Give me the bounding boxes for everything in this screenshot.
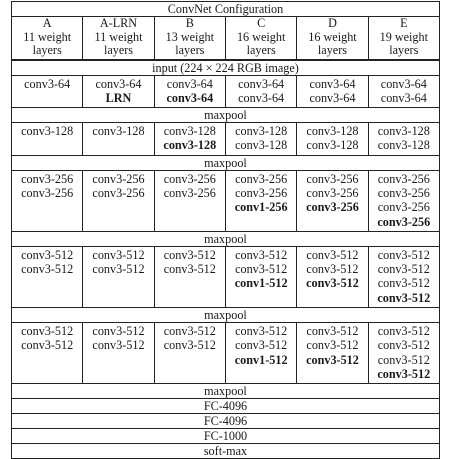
layer-label: conv3-256: [377, 200, 430, 215]
layer-label: conv3-256: [92, 185, 145, 200]
column-name: A: [42, 16, 52, 30]
layer-label: conv1-512: [234, 352, 288, 367]
classifier-row: [12, 444, 440, 459]
layer-label: conv3-128: [92, 124, 145, 139]
layer-label: conv3-128: [21, 124, 74, 139]
layer-label: LRN: [105, 90, 132, 105]
layer-label: conv3-512: [306, 247, 359, 262]
layer-label: conv3-512: [163, 262, 216, 277]
layer-label: conv1-512: [234, 276, 288, 291]
layer-label: conv3-512: [306, 338, 359, 353]
column-name: C: [257, 16, 266, 30]
layer-label: conv3-256: [306, 171, 359, 186]
layer-label: conv3-512: [235, 338, 288, 353]
column-desc-line: layers: [389, 43, 419, 57]
layer-block-row: [12, 75, 440, 108]
table-body: [12, 2, 440, 459]
column-name: E: [400, 16, 408, 30]
layer-label: conv3-512: [377, 247, 430, 262]
layer-label: conv3-128: [163, 138, 217, 153]
layer-label: conv3-512: [92, 338, 145, 353]
layer-label: conv3-64: [238, 90, 285, 105]
layer-cell: [83, 170, 154, 231]
column-desc-line: 16 weight: [236, 29, 286, 44]
column-name: A-LRN: [99, 16, 138, 30]
layer-cell: [83, 323, 154, 384]
column-header: [368, 17, 439, 60]
layer-label: conv3-256: [163, 171, 216, 186]
layer-label: conv3-128: [306, 124, 359, 139]
layer-label: conv3-64: [309, 90, 356, 105]
column-header-row: [12, 17, 440, 60]
layer-block-row: [12, 246, 440, 307]
layer-label: conv3-256: [21, 185, 74, 200]
layer-label: conv3-512: [92, 247, 145, 262]
maxpool-row: [12, 108, 440, 123]
layer-cell: [12, 170, 83, 231]
layer-label: conv3-512: [235, 247, 288, 262]
layer-label: conv3-256: [163, 185, 216, 200]
layer-label: conv3-256: [306, 200, 359, 215]
layer-cell: [368, 170, 439, 231]
layer-cell: [368, 123, 439, 156]
layer-cell: [297, 170, 368, 231]
layer-label: conv3-512: [235, 262, 288, 277]
maxpool-label: maxpool: [12, 155, 440, 170]
maxpool-label: maxpool: [12, 231, 440, 246]
layer-cell: [297, 246, 368, 307]
layer-label: conv3-64: [166, 90, 214, 105]
layer-label: conv3-256: [21, 171, 74, 186]
column-desc-line: 11 weight: [94, 29, 143, 44]
layer-label: conv3-512: [377, 366, 431, 381]
layer-label: conv3-64: [238, 76, 285, 91]
layer-label: conv3-512: [21, 262, 74, 277]
layer-label: conv3-256: [377, 214, 431, 229]
layer-label: conv3-512: [377, 324, 430, 339]
layer-cell: [368, 246, 439, 307]
layer-block-row: [12, 123, 440, 156]
layer-cell: [297, 123, 368, 156]
layer-cell: [154, 123, 225, 156]
maxpool-label: maxpool: [12, 308, 440, 323]
convnet-configuration-table: [11, 1, 440, 459]
layer-label: conv3-512: [163, 324, 216, 339]
layer-label: conv3-64: [309, 76, 356, 91]
layer-label: conv3-128: [163, 124, 216, 139]
input-row: [12, 60, 440, 76]
convnet-config-document: [11, 1, 439, 459]
classifier-row: [12, 414, 440, 429]
maxpool-row: [12, 231, 440, 246]
layer-label: conv3-512: [235, 324, 288, 339]
layer-label: conv3-512: [163, 247, 216, 262]
layer-cell: [154, 75, 225, 108]
column-name: D: [328, 16, 337, 30]
column-desc-line: 19 weight: [379, 29, 428, 44]
table-title: ConvNet Configuration: [12, 2, 440, 17]
layer-cell: [12, 75, 83, 108]
column-header: [83, 17, 154, 60]
layer-label: conv3-512: [306, 352, 359, 367]
layer-cell: [12, 123, 83, 156]
layer-label: conv3-512: [21, 324, 74, 339]
layer-label: conv3-512: [377, 276, 430, 291]
layer-cell: [154, 170, 225, 231]
layer-label: conv3-64: [380, 90, 427, 105]
layer-label: conv3-512: [306, 324, 359, 339]
layer-label: conv3-64: [380, 76, 427, 91]
maxpool-row: [12, 384, 440, 399]
layer-label: conv3-512: [21, 338, 74, 353]
layer-cell: [225, 123, 296, 156]
layer-block-row: [12, 323, 440, 384]
column-desc-line: 16 weight: [308, 29, 357, 44]
layer-label: conv3-256: [92, 171, 145, 186]
column-desc-line: 13 weight: [165, 29, 215, 44]
classifier-label: soft-max: [12, 444, 440, 459]
layer-cell: [225, 170, 296, 231]
layer-cell: [12, 323, 83, 384]
layer-label: conv3-256: [306, 185, 359, 200]
layer-label: conv3-512: [377, 262, 430, 277]
classifier-label: FC-4096: [12, 399, 440, 414]
layer-label: conv3-512: [163, 338, 216, 353]
column-header: [297, 17, 368, 60]
layer-label: conv3-128: [377, 138, 430, 153]
column-desc-line: layers: [103, 43, 134, 57]
layer-cell: [297, 323, 368, 384]
column-header: [225, 17, 296, 60]
layer-label: conv3-512: [377, 352, 430, 367]
layer-cell: [225, 246, 296, 307]
title-row: [12, 2, 440, 17]
maxpool-label: maxpool: [12, 384, 440, 399]
layer-label: conv3-64: [24, 76, 71, 91]
layer-cell: [83, 75, 154, 108]
layer-cell: [297, 75, 368, 108]
column-name: B: [185, 16, 194, 30]
maxpool-label: maxpool: [12, 108, 440, 123]
layer-label: conv3-128: [235, 138, 288, 153]
layer-label: conv3-512: [306, 276, 359, 291]
layer-label: conv3-512: [377, 338, 430, 353]
layer-label: conv3-512: [306, 262, 359, 277]
layer-cell: [368, 75, 439, 108]
layer-label: conv3-512: [377, 290, 431, 305]
column-header: [154, 17, 225, 60]
layer-cell: [83, 123, 154, 156]
layer-label: conv3-512: [92, 262, 145, 277]
layer-label: conv3-128: [377, 124, 430, 139]
column-desc-line: layers: [32, 43, 62, 57]
column-header: [12, 17, 83, 60]
layer-label: conv3-512: [21, 247, 74, 262]
layer-label: conv3-128: [235, 124, 288, 139]
classifier-row: [12, 429, 440, 444]
layer-label: conv3-256: [235, 185, 288, 200]
layer-label: conv3-256: [377, 185, 430, 200]
layer-cell: [154, 246, 225, 307]
layer-label: conv3-128: [306, 138, 359, 153]
column-desc-line: layers: [317, 43, 348, 57]
classifier-row: [12, 399, 440, 414]
maxpool-row: [12, 308, 440, 323]
column-desc-line: 11 weight: [23, 29, 72, 44]
layer-cell: [12, 246, 83, 307]
column-desc-line: layers: [175, 43, 205, 57]
layer-label: conv3-64: [95, 76, 142, 91]
layer-cell: [83, 246, 154, 307]
layer-label: conv1-256: [234, 200, 288, 215]
layer-cell: [154, 323, 225, 384]
input-label: input (224 × 224 RGB image): [12, 60, 440, 76]
layer-cell: [368, 323, 439, 384]
layer-label: conv3-512: [92, 324, 145, 339]
layer-label: conv3-64: [166, 76, 213, 91]
maxpool-row: [12, 155, 440, 170]
layer-label: conv3-256: [377, 171, 430, 186]
layer-cell: [225, 323, 296, 384]
classifier-label: FC-1000: [12, 429, 440, 444]
layer-label: conv3-256: [235, 171, 288, 186]
classifier-label: FC-4096: [12, 414, 440, 429]
layer-cell: [225, 75, 296, 108]
column-desc-line: layers: [246, 43, 276, 57]
layer-block-row: [12, 170, 440, 231]
